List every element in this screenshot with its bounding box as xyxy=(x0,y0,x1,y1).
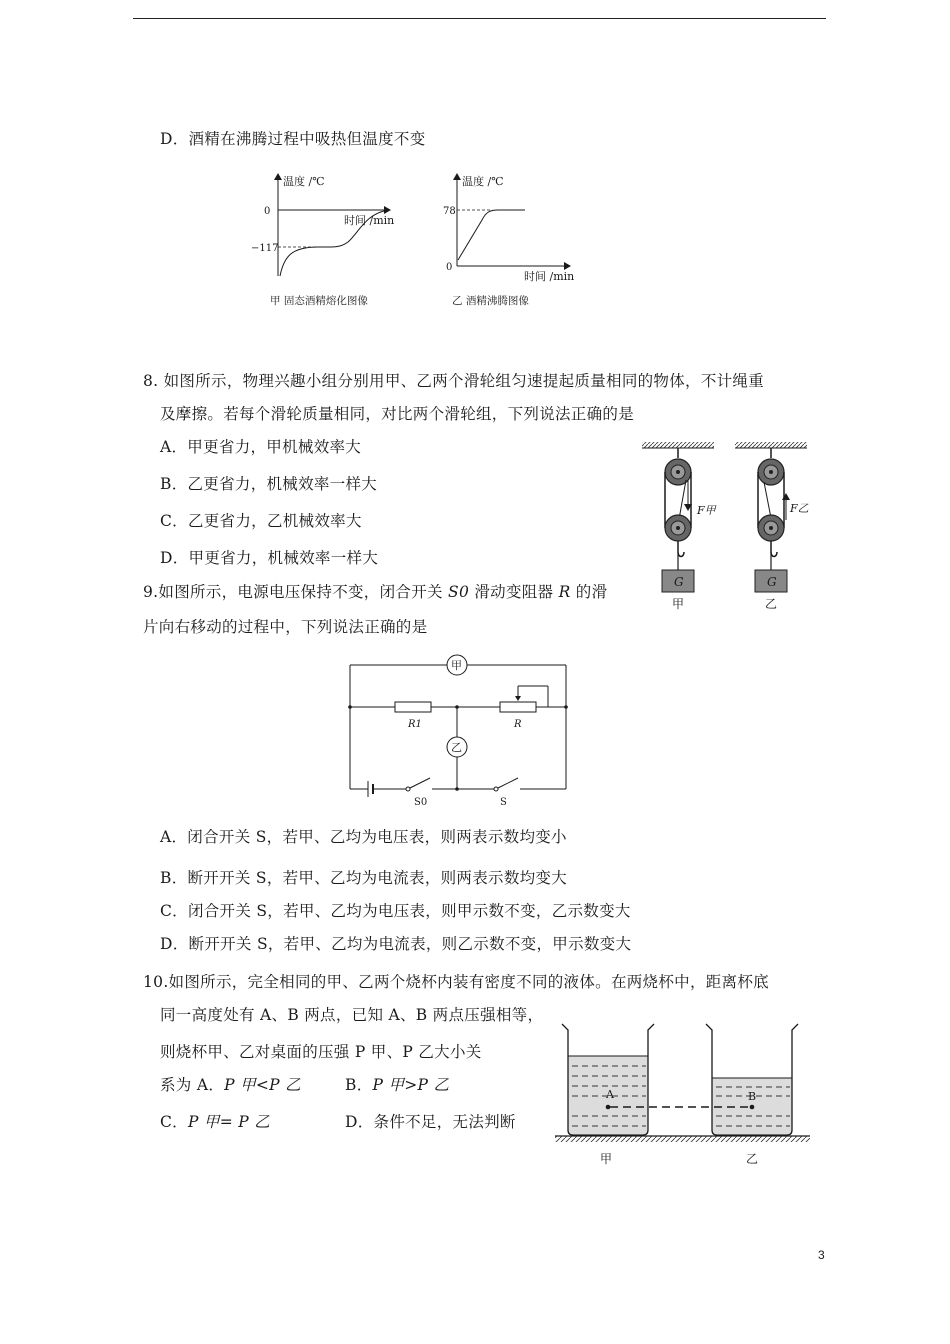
melting-tick-m117: −117 xyxy=(251,243,279,254)
q8-option-b: B．乙更省力，机械效率一样大 xyxy=(160,475,378,493)
circuit-diagram xyxy=(340,652,580,812)
weight-label-a: G xyxy=(674,575,684,589)
q9-stem-line2: 片向右移动的过程中，下列说法正确的是 xyxy=(143,618,428,636)
q10-stem-part-a: 系为 A． xyxy=(160,1076,225,1094)
resistor-r1 xyxy=(395,702,431,712)
point-a-label: A xyxy=(606,1088,614,1101)
q9-option-c: C．闭合开关 S，若甲、乙均为电压表，则甲示数不变，乙示数变大 xyxy=(160,902,631,920)
pulley-figure xyxy=(640,440,815,615)
switch-s0-label: S0 xyxy=(414,797,428,808)
boiling-tick-0: 0 xyxy=(446,262,453,273)
force-label-b: F乙 xyxy=(790,502,809,515)
q10-opt-c-prefix: C． xyxy=(160,1113,188,1131)
q10-stem-line3: 则烧杯甲、乙对桌面的压强 P 甲、P 乙大小关 xyxy=(160,1043,482,1061)
q9-stem-s0: S0 xyxy=(448,583,470,601)
melting-tick-0: 0 xyxy=(264,206,271,217)
switch-s-label: S xyxy=(500,797,507,808)
point-b-label: B xyxy=(748,1090,757,1103)
boiling-caption: 乙 酒精沸腾图像 xyxy=(452,295,529,307)
q9-option-b: B．断开开关 S，若甲、乙均为电流表，则两表示数均变大 xyxy=(160,869,568,887)
q9-stem-part-b: 滑动变阻器 xyxy=(469,583,559,601)
meter-a-label: 甲 xyxy=(451,659,462,672)
q8-option-a: A．甲更省力，甲机械效率大 xyxy=(160,438,362,456)
q10-option-d: D．条件不足，无法判断 xyxy=(345,1113,516,1131)
beaker-a xyxy=(562,1024,654,1166)
beaker-figure xyxy=(550,1018,815,1173)
boiling-graph xyxy=(443,174,574,307)
pulley-label-b: 乙 xyxy=(765,597,778,611)
switch-s xyxy=(498,778,518,788)
q8-stem-line2: 及摩擦。若每个滑轮质量相同，对比两个滑轮组，下列说法正确的是 xyxy=(160,405,635,423)
boiling-xlabel: 时间 /min xyxy=(524,270,575,283)
melting-graph xyxy=(251,174,394,307)
page-number: 3 xyxy=(818,1248,825,1262)
q9-stem-line1 xyxy=(143,580,607,602)
q10-opt-c: P 甲= P 乙 xyxy=(187,1113,270,1131)
q9-stem-r: R xyxy=(558,583,571,601)
q10-opt-a: P 甲<P 乙 xyxy=(224,1076,301,1094)
pulley-system-a xyxy=(662,448,718,611)
q10-option-b xyxy=(345,1073,449,1095)
q7-option-d: D．酒精在沸腾过程中吸热但温度不变 xyxy=(160,130,426,148)
q10-opt-b-prefix: B． xyxy=(345,1076,373,1094)
q7-graphs xyxy=(240,168,580,313)
q8-option-c: C．乙更省力，乙机械效率大 xyxy=(160,512,362,530)
q8-stem-line1: 8. 如图所示，物理兴趣小组分别用甲、乙两个滑轮组匀速提起质量相同的物体，不计绳重 xyxy=(143,372,765,390)
beaker-b-label: 乙 xyxy=(746,1152,759,1166)
melting-ylabel: 温度 /℃ xyxy=(283,175,325,188)
pulley-label-a: 甲 xyxy=(672,597,685,611)
header-rule xyxy=(133,18,826,19)
pulley-system-b xyxy=(755,448,809,611)
q8-option-d: D．甲更省力，机械效率一样大 xyxy=(160,549,379,567)
q10-stem-line1: 10.如图所示，完全相同的甲、乙两个烧杯内装有密度不同的液体。在两烧杯中，距离杯底 xyxy=(143,973,769,991)
q9-option-d: D．断开开关 S，若甲、乙均为电流表，则乙示数不变，甲示数变大 xyxy=(160,935,632,953)
weight-label-b: G xyxy=(767,575,777,589)
q9-stem-part-c: 的滑 xyxy=(570,583,608,601)
q9-stem-part-a: 9.如图所示，电源电压保持不变，闭合开关 xyxy=(143,583,449,601)
switch-s0 xyxy=(410,778,430,788)
melting-caption: 甲 固态酒精熔化图像 xyxy=(270,295,368,307)
beaker-a-label: 甲 xyxy=(600,1152,613,1166)
q10-opt-b: P 甲>P 乙 xyxy=(372,1076,450,1094)
q10-stem-line2: 同一高度处有 A、B 两点，已知 A、B 两点压强相等， xyxy=(160,1006,544,1024)
rheostat-r-label: R xyxy=(514,719,522,730)
boiling-tick-78: 78 xyxy=(443,206,456,217)
meter-b-label: 乙 xyxy=(451,741,462,754)
melting-xlabel: 时间 /min xyxy=(344,214,395,227)
boiling-ylabel: 温度 /℃ xyxy=(462,175,504,188)
q9-option-a: A．闭合开关 S，若甲、乙均为电压表，则两表示数均变小 xyxy=(160,828,567,846)
beaker-b xyxy=(706,1024,798,1166)
q10-stem-line4 xyxy=(160,1073,301,1095)
resistor-r1-label: R1 xyxy=(408,719,422,730)
force-label-a: F甲 xyxy=(697,504,716,517)
rheostat-r xyxy=(500,702,536,712)
q10-option-c xyxy=(160,1110,270,1132)
